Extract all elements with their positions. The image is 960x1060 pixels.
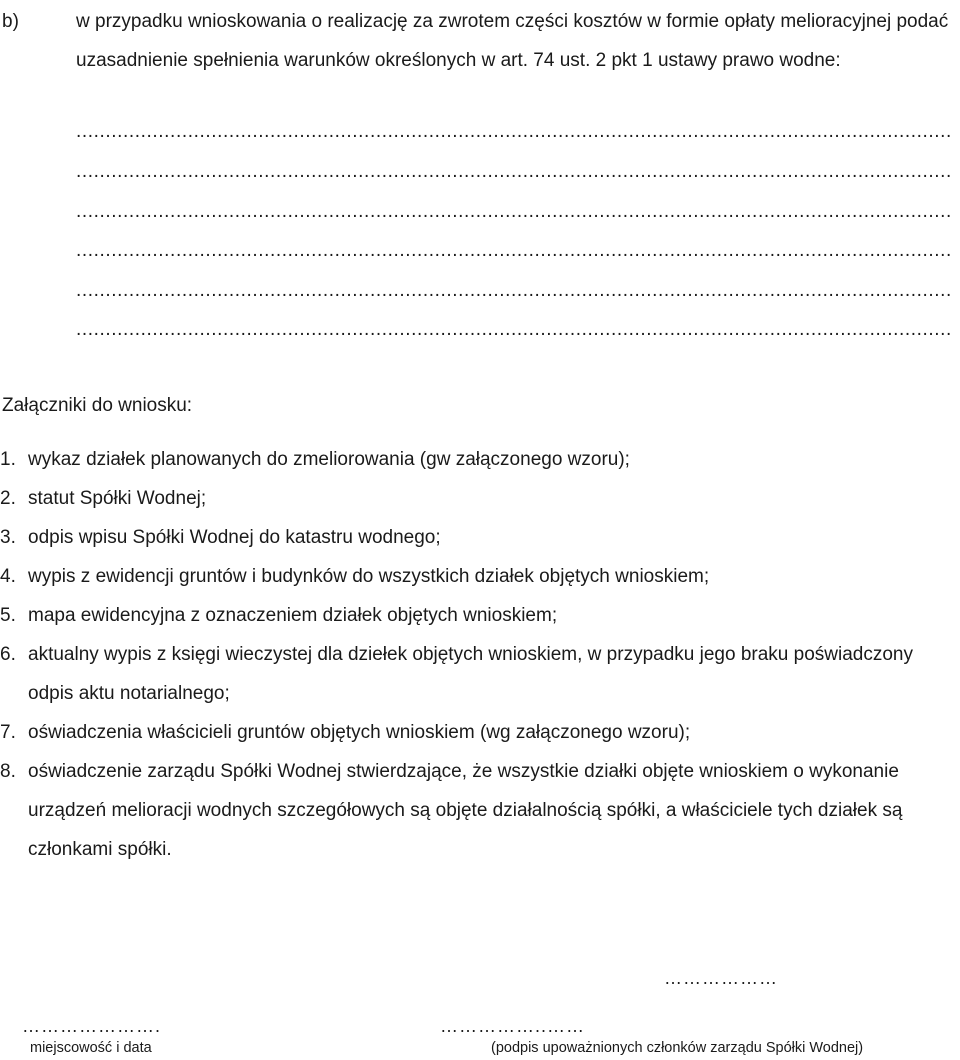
attachment-text: wypis z ewidencji gruntów i budynków do wszystkich działek objętych wnioskiem; (28, 566, 710, 587)
attachment-text: wykaz działek planowanych do zmeliorowania (gw załączonego wzoru); (28, 449, 630, 470)
place-date-dots[interactable]: …………………. (22, 1016, 162, 1036)
attachment-number: 8. (0, 761, 16, 782)
signature-label: (podpis upoważnionych członków zarządu Spółki Wodnej) (491, 1040, 864, 1056)
attachment-number: 7. (0, 722, 16, 743)
answer-dotted-line[interactable] (76, 162, 952, 182)
attachment-item (0, 440, 950, 479)
attachment-item (0, 557, 950, 596)
attachment-text: statut Spółki Wodnej; (28, 488, 207, 509)
attachment-number: 4. (0, 566, 16, 587)
attachment-text: mapa ewidencyjna z oznaczeniem działek objętych wnioskiem; (28, 605, 558, 626)
answer-dotted-line[interactable] (76, 202, 952, 222)
attachment-number: 2. (0, 488, 16, 509)
signature-top-dots[interactable]: ……………… (664, 968, 778, 988)
answer-dotted-line[interactable] (76, 281, 952, 301)
answer-dotted-line[interactable] (76, 241, 952, 261)
attachments-list (0, 440, 950, 869)
attachments-title: Załączniki do wniosku: (2, 395, 193, 416)
place-date-label: miejscowość i data (30, 1040, 152, 1056)
answer-dotted-line[interactable] (76, 122, 952, 142)
signature-dots[interactable]: ……………..…… (440, 1016, 586, 1036)
attachment-text: oświadczenia właścicieli gruntów objętych wnioskiem (wg załączonego wzoru); (28, 722, 691, 743)
section-label: b) (2, 11, 19, 32)
attachment-item (0, 479, 950, 518)
attachment-number: 6. (0, 644, 16, 665)
attachment-text: odpis wpisu Spółki Wodnej do katastru wodnego; (28, 527, 441, 548)
attachment-number: 1. (0, 449, 16, 470)
section-text: w przypadku wnioskowania o realizację za zwrotem części kosztów w formie opłaty melioracyjnej podać uzasadnienie spełnienia warunków określonych w art. 74 ust. 2 pkt 1 ustawy prawo wodne: (76, 11, 949, 71)
attachment-item (0, 713, 950, 752)
attachment-item (0, 635, 950, 713)
attachment-item (0, 752, 950, 869)
attachment-number: 5. (0, 605, 16, 626)
attachment-item (0, 596, 950, 635)
attachment-text: oświadczenie zarządu Spółki Wodnej stwierdzające, że wszystkie działki objęte wnioskiem o wykonanie urządzeń melioracji wodnych szczegółowych są objęte działalnością spółki, a właściciele tych działek są członkami spółki. (28, 761, 903, 860)
attachment-item (0, 518, 950, 557)
answer-dotted-line[interactable] (76, 320, 952, 340)
attachment-number: 3. (0, 527, 16, 548)
attachment-text: aktualny wypis z księgi wieczystej dla dziełek objętych wnioskiem, w przypadku jego braku poświadczony odpis aktu notarialnego; (28, 644, 913, 704)
